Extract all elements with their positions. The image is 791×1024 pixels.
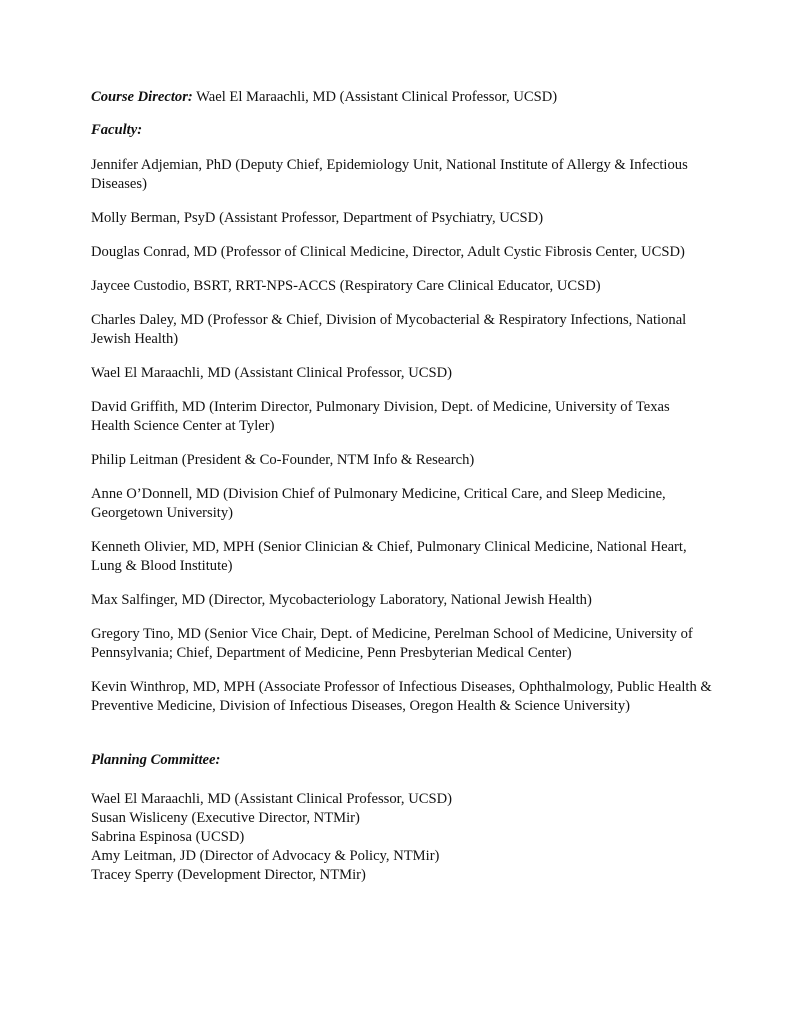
faculty-entry: Gregory Tino, MD (Senior Vice Chair, Dept. of Medicine, Perelman School of Medicine, University of Pennsylvania; Chief, Department of Medicine, Penn Presbyterian Medical Center) [91,626,693,661]
faculty-entry: Molly Berman, PsyD (Assistant Professor, Department of Psychiatry, UCSD) [91,210,544,226]
faculty-entry: Wael El Maraachli, MD (Assistant Clinical Professor, UCSD) [91,365,452,381]
planning-committee-member: Amy Leitman, JD (Director of Advocacy & Policy, NTMir) [91,848,440,864]
course-director-line [91,88,731,107]
faculty-entry: David Griffith, MD (Interim Director, Pulmonary Division, Dept. of Medicine, University of Texas Health Science Center at Tyler) [91,399,670,434]
faculty-entry: Philip Leitman (President & Co-Founder, NTM Info & Research) [91,452,475,468]
course-director-label: Course Director: [91,89,193,105]
faculty-entry: Jaycee Custodio, BSRT, RRT-NPS-ACCS (Respiratory Care Clinical Educator, UCSD) [91,278,601,294]
planning-committee-member: Tracey Sperry (Development Director, NTMir) [91,867,366,883]
faculty-entry: Kevin Winthrop, MD, MPH (Associate Professor of Infectious Diseases, Ophthalmology, Public Health & Preventive Medicine, Division of Infectious Diseases, Oregon Health & Science University) [91,679,712,714]
faculty-entry: Jennifer Adjemian, PhD (Deputy Chief, Epidemiology Unit, National Institute of Allergy & Infectious Diseases) [91,157,688,192]
faculty-entry: Max Salfinger, MD (Director, Mycobacteriology Laboratory, National Jewish Health) [91,592,592,608]
faculty-entry: Charles Daley, MD (Professor & Chief, Division of Mycobacterial & Respiratory Infections, National Jewish Health) [91,312,687,347]
faculty-entry: Douglas Conrad, MD (Professor of Clinical Medicine, Director, Adult Cystic Fibrosis Center, UCSD) [91,244,685,260]
faculty-list [91,156,731,716]
document-page [91,88,731,885]
course-director-value: Wael El Maraachli, MD (Assistant Clinical Professor, UCSD) [192,89,558,105]
planning-committee-member: Susan Wisliceny (Executive Director, NTMir) [91,810,360,826]
planning-committee-heading: Planning Committee: [91,752,221,768]
faculty-entry: Kenneth Olivier, MD, MPH (Senior Clinician & Chief, Pulmonary Clinical Medicine, National Heart, Lung & Blood Institute) [91,539,687,574]
planning-committee-member: Wael El Maraachli, MD (Assistant Clinical Professor, UCSD) [91,791,452,807]
planning-committee-list [91,790,731,885]
faculty-heading: Faculty: [91,122,143,138]
planning-committee-member: Sabrina Espinosa (UCSD) [91,829,245,845]
faculty-entry: Anne O’Donnell, MD (Division Chief of Pulmonary Medicine, Critical Care, and Sleep Medicine, Georgetown University) [91,486,666,521]
